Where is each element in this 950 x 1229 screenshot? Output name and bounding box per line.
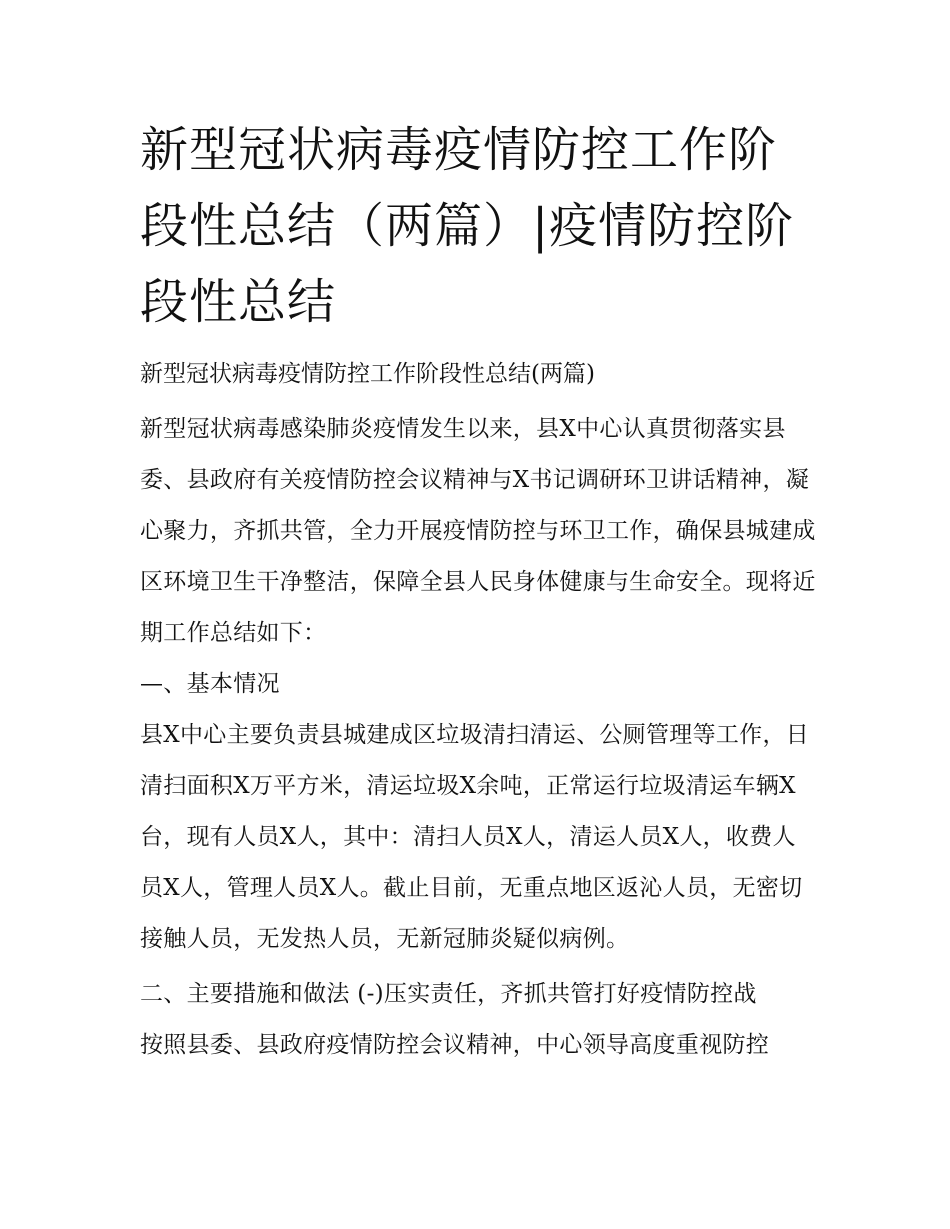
document-page xyxy=(140,112,816,1071)
document-title: 新型冠状病毒疫情防控工作阶段性总结（两篇）|疫情防控阶段性总结 xyxy=(140,122,795,330)
section-heading-basic-situation: —、基本情况 xyxy=(140,671,280,697)
section-heading-main-measures: 二、主要措施和做法 (-)压实责任，齐抓共管打好疫情防控战 xyxy=(140,981,757,1007)
paragraph-basic-situation: 县X中心主要负责县城建成区垃圾清扫清运、公厕管理等工作，日清扫面积X万平方米，清运垃圾X余吨，正常运行垃圾清运车辆X台，现有人员X人，其中：清扫人员X人，清运人员X人，收费人员X人，管理人员X人。截止目前，无重点地区返沁人员，无密切接触人员，无发热人员，无新冠肺炎疑似病例。 xyxy=(140,722,810,952)
paragraph-measures: 按照县委、县政府疫情防控会议精神，中心领导高度重视防控 xyxy=(140,1032,770,1058)
paragraph-intro: 新型冠状病毒感染肺炎疫情发生以来，县X中心认真贯彻落实县委、县政府有关疫情防控会议精神与X书记调研环卫讲话精神，凝心聚力，齐抓共管，全力开展疫情防控与环卫工作，确保县城建成区环境卫生干净整洁，保障全县人民身体健康与生命安全。现将近期工作总结如下： xyxy=(140,416,816,646)
document-subtitle: 新型冠状病毒疫情防控工作阶段性总结(两篇) xyxy=(140,361,595,387)
